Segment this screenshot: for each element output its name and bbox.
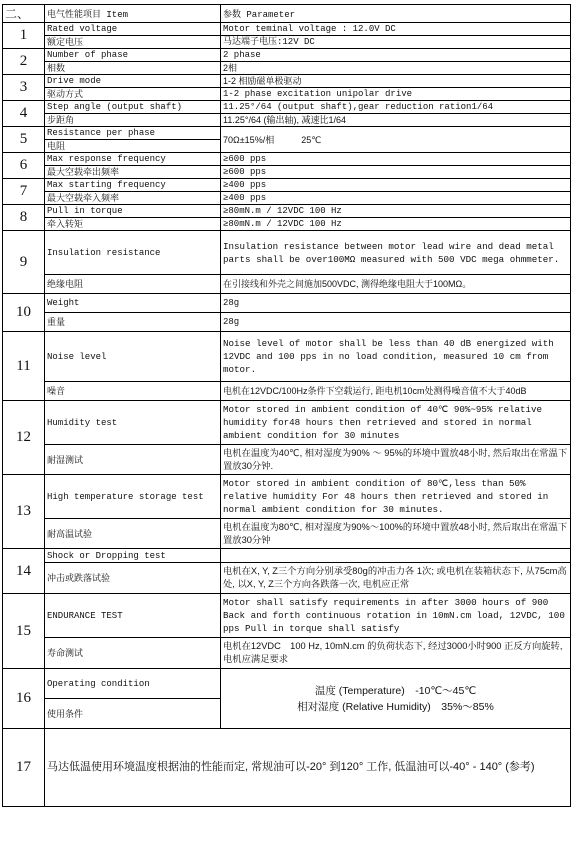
table-row bbox=[3, 231, 571, 275]
parameter-value-en: 11.25°/64 (output shaft),gear reduction ration1/64 bbox=[221, 101, 571, 114]
table-row bbox=[3, 75, 571, 88]
table-row bbox=[3, 101, 571, 114]
table-row bbox=[3, 23, 571, 36]
table-row bbox=[3, 332, 571, 382]
table-row bbox=[3, 153, 571, 166]
row-number: 10 bbox=[3, 294, 45, 332]
item-label-zh: 耐湿测试 bbox=[45, 445, 221, 475]
row-number: 4 bbox=[3, 101, 45, 127]
item-label-en: Noise level bbox=[45, 332, 221, 382]
parameter-value-zh: 28g bbox=[221, 313, 571, 332]
row-number: 3 bbox=[3, 75, 45, 101]
parameter-value-zh: 电机在12VDC 100 Hz, 10mN.cm 的负荷状态下, 经过3000小时900 正反方向旋转, 电机应满足要求 bbox=[221, 638, 571, 669]
parameter-value-zh: ≥80mN.m / 12VDC 100 Hz bbox=[221, 218, 571, 231]
item-label-zh: 相数 bbox=[45, 62, 221, 75]
item-label-en: Rated voltage bbox=[45, 23, 221, 36]
table-row bbox=[3, 669, 571, 699]
table-row bbox=[3, 179, 571, 192]
parameter-value-en: 1-2 相励磁单极驱动 bbox=[221, 75, 571, 88]
row-number: 9 bbox=[3, 231, 45, 294]
item-label-zh: 电阻 bbox=[45, 140, 221, 153]
parameter-value-en: 28g bbox=[221, 294, 571, 313]
parameter-value-en: Motor stored in ambient condition of 40℃ 90%~95% relative humidity for48 hours then retrieved and stored in normal ambient condition for 30 minutes bbox=[221, 401, 571, 445]
table-row bbox=[3, 192, 571, 205]
section-number: 二、 bbox=[3, 5, 45, 23]
row-number: 8 bbox=[3, 205, 45, 231]
item-label-en: ENDURANCE TEST bbox=[45, 594, 221, 638]
item-label-zh: 最大空载牵出频率 bbox=[45, 166, 221, 179]
parameter-value-zh: 电机在X, Y, Z三个方向分别承受80g的冲击力各 1次; 或电机在装箱状态下, 从75cm高处, 以X, Y, Z三个方向各跌落一次, 电机应正常 bbox=[221, 563, 571, 594]
row-number: 11 bbox=[3, 332, 45, 401]
parameter-value-en: Insulation resistance between motor lead wire and dead metal parts shall be over100MΩ measured with 500 VDC mega ohmmeter. bbox=[221, 231, 571, 275]
item-label-en: Operating condition bbox=[45, 669, 221, 699]
table-row bbox=[3, 519, 571, 549]
item-label-en: Max starting frequency bbox=[45, 179, 221, 192]
item-label-zh: 驱动方式 bbox=[45, 88, 221, 101]
item-label-zh: 牵入转矩 bbox=[45, 218, 221, 231]
table-row bbox=[3, 275, 571, 294]
parameter-value-en: Motor shall satisfy requirements in after 3000 hours of 900 Back and forth continuous rotation in 10mN.cm load, 12VDC, 100 pps Pull in torque shall satisfy bbox=[221, 594, 571, 638]
parameter-value-en: 2 phase bbox=[221, 49, 571, 62]
parameter-value-en bbox=[221, 549, 571, 563]
parameter-value: 70Ω±15%/相 25℃ bbox=[221, 127, 571, 153]
item-label-zh: 冲击或跌落试验 bbox=[45, 563, 221, 594]
low-temperature-note: 马达低温使用环境温度根据油的性能而定, 常规油可以-20° 到120° 工作, 低温油可以-40° - 140° (参考) bbox=[45, 729, 571, 807]
parameter-header: 参数 Parameter bbox=[221, 5, 571, 23]
row-number: 12 bbox=[3, 401, 45, 475]
spec-table bbox=[2, 4, 571, 807]
item-header: 电气性能项目 Item bbox=[45, 5, 221, 23]
row-number: 13 bbox=[3, 475, 45, 549]
item-label-en: High temperature storage test bbox=[45, 475, 221, 519]
table-row bbox=[3, 445, 571, 475]
item-label-en: Pull in torque bbox=[45, 205, 221, 218]
item-label-en: Shock or Dropping test bbox=[45, 549, 221, 563]
item-label-en: Insulation resistance bbox=[45, 231, 221, 275]
row-number: 6 bbox=[3, 153, 45, 179]
table-row bbox=[3, 218, 571, 231]
parameter-value-en: ≥400 pps bbox=[221, 179, 571, 192]
item-label-en: Humidity test bbox=[45, 401, 221, 445]
parameter-value-zh: 11.25°/64 (输出轴), 减速比1/64 bbox=[221, 114, 571, 127]
operating-condition-values bbox=[221, 669, 571, 729]
header-row bbox=[3, 5, 571, 23]
row-number: 1 bbox=[3, 23, 45, 49]
parameter-value-zh: 电机在温度为80℃, 相对湿度为90%～100%的环境中置放48小时, 然后取出在常温下置放30分钟 bbox=[221, 519, 571, 549]
item-label-zh: 寿命测试 bbox=[45, 638, 221, 669]
parameter-value-zh: 电机在温度为40℃, 相对湿度为90% ～ 95%的环境中置放48小时, 然后取出在常温下置放30分钟. bbox=[221, 445, 571, 475]
parameter-value-zh: 在引接线和外壳之间施加500VDC, 测得绝缘电阻大于100MΩ。 bbox=[221, 275, 571, 294]
table-row bbox=[3, 62, 571, 75]
item-label-zh: 步距角 bbox=[45, 114, 221, 127]
parameter-value-en: ≥80mN.m / 12VDC 100 Hz bbox=[221, 205, 571, 218]
table-row bbox=[3, 475, 571, 519]
table-row bbox=[3, 88, 571, 101]
item-label-zh: 噪音 bbox=[45, 382, 221, 401]
row-number: 17 bbox=[3, 729, 45, 807]
item-label-zh: 额定电压 bbox=[45, 36, 221, 49]
parameter-value-zh: 电机在12VDC/100Hz条件下空载运行, 距电机10cm处测得噪音值不大于40dB bbox=[221, 382, 571, 401]
item-label-en: Number of phase bbox=[45, 49, 221, 62]
item-label-en: Step angle (output shaft) bbox=[45, 101, 221, 114]
table-row bbox=[3, 638, 571, 669]
table-row bbox=[3, 294, 571, 313]
parameter-value-en: Motor stored in ambient condition of 80℃,less than 50% relative humidity For 48 hours then retrieved and stored in normal ambient condition for 30 minutes. bbox=[221, 475, 571, 519]
table-row bbox=[3, 549, 571, 563]
table-row bbox=[3, 49, 571, 62]
parameter-value-en: Noise level of motor shall be less than 40 dB energized with 12VDC and 100 pps in no load condition, measured 10 cm from motor. bbox=[221, 332, 571, 382]
item-label-en: Resistance per phase bbox=[45, 127, 221, 140]
table-row bbox=[3, 127, 571, 140]
table-row bbox=[3, 729, 571, 807]
row-number: 16 bbox=[3, 669, 45, 729]
parameter-value-zh: 2相 bbox=[221, 62, 571, 75]
table-row bbox=[3, 166, 571, 179]
item-label-en: Drive mode bbox=[45, 75, 221, 88]
item-label-zh: 重量 bbox=[45, 313, 221, 332]
item-label-en: Weight bbox=[45, 294, 221, 313]
parameter-value-zh: ≥400 pps bbox=[221, 192, 571, 205]
parameter-value-en: Motor teminal voltage : 12.0V DC bbox=[221, 23, 571, 36]
parameter-value-en: ≥600 pps bbox=[221, 153, 571, 166]
parameter-value-zh: 马达端子电压:12V DC bbox=[221, 36, 571, 49]
parameter-value-zh: 1-2 phase excitation unipolar drive bbox=[221, 88, 571, 101]
row-number: 5 bbox=[3, 127, 45, 153]
table-row bbox=[3, 563, 571, 594]
table-row bbox=[3, 594, 571, 638]
table-row bbox=[3, 382, 571, 401]
item-label-en: Max response frequency bbox=[45, 153, 221, 166]
table-row bbox=[3, 36, 571, 49]
table-row bbox=[3, 313, 571, 332]
item-label-zh: 最大空载牵入频率 bbox=[45, 192, 221, 205]
item-label-zh: 使用条件 bbox=[45, 699, 221, 729]
parameter-value-zh: ≥600 pps bbox=[221, 166, 571, 179]
table-row bbox=[3, 205, 571, 218]
table-row bbox=[3, 401, 571, 445]
row-number: 15 bbox=[3, 594, 45, 669]
table-row bbox=[3, 114, 571, 127]
item-label-zh: 耐高温试验 bbox=[45, 519, 221, 549]
humidity-range: 相对湿度 (Relative Humidity) 35%～85% bbox=[297, 700, 494, 713]
row-number: 2 bbox=[3, 49, 45, 75]
row-number: 14 bbox=[3, 549, 45, 594]
row-number: 7 bbox=[3, 179, 45, 205]
temperature-range: 温度 (Temperature) -10℃～45℃ bbox=[314, 684, 477, 697]
item-label-zh: 绝缘电阻 bbox=[45, 275, 221, 294]
